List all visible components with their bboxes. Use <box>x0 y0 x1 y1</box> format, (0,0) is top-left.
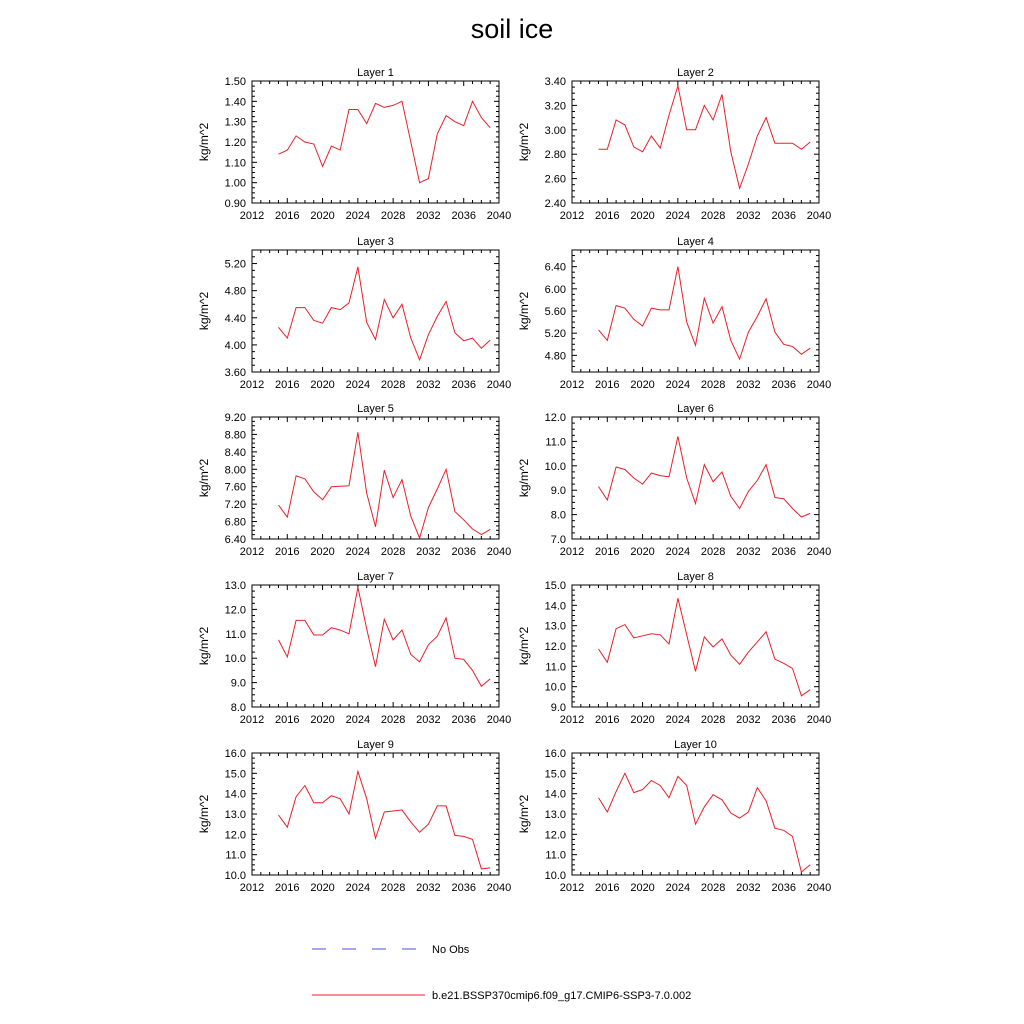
x-tick-label: 2024 <box>345 546 371 558</box>
y-tick-label: 15.0 <box>224 768 246 781</box>
x-tick-label: 2012 <box>559 210 585 222</box>
panel-title: Layer 7 <box>357 571 394 583</box>
x-tick-label: 2028 <box>380 210 406 222</box>
y-tick-label: 3.60 <box>224 367 246 379</box>
y-tick-label: 11.0 <box>545 661 566 674</box>
y-tick-label: 3.40 <box>544 76 566 88</box>
y-tick-label: 4.80 <box>224 285 246 298</box>
x-tick-label: 2036 <box>771 210 796 222</box>
y-tick-label: 16.0 <box>544 748 566 760</box>
y-tick-label: 12.0 <box>224 829 246 842</box>
x-tick-label: 2040 <box>806 714 832 726</box>
ticks <box>572 753 819 875</box>
y-axis-label: kg/m^2 <box>517 122 531 162</box>
panel-title: Layer 3 <box>357 236 394 248</box>
x-tick-label: 2032 <box>736 546 761 558</box>
y-tick-label: 3.00 <box>544 124 566 137</box>
y-tick-label: 10.0 <box>224 653 246 666</box>
x-tick-label: 2016 <box>275 379 300 391</box>
y-tick-label: 7.20 <box>224 499 246 512</box>
x-tick-label: 2036 <box>451 379 476 391</box>
x-tick-label: 2032 <box>736 210 761 222</box>
y-tick-label: 1.40 <box>224 96 246 109</box>
panel-2 <box>517 67 831 222</box>
plot-frame <box>572 417 819 539</box>
x-tick-label: 2020 <box>630 546 655 558</box>
panel-3 <box>197 236 511 391</box>
panel-6 <box>517 403 831 558</box>
chart-legend <box>312 944 691 1002</box>
y-tick-label: 4.80 <box>544 350 566 363</box>
x-tick-label: 2016 <box>595 210 620 222</box>
ticks <box>252 81 499 203</box>
x-tick-label: 2032 <box>736 379 761 391</box>
y-tick-label: 2.60 <box>544 173 566 186</box>
x-tick-label: 2040 <box>486 546 512 558</box>
y-axis-label: kg/m^2 <box>197 291 211 331</box>
x-tick-label: 2012 <box>239 546 265 558</box>
x-tick-label: 2032 <box>416 379 441 391</box>
x-tick-label: 2024 <box>665 546 691 558</box>
y-axis-label: kg/m^2 <box>197 122 211 162</box>
x-tick-label: 2040 <box>806 210 832 222</box>
ticks <box>252 585 499 707</box>
panel-title: Layer 1 <box>357 67 394 79</box>
x-tick-label: 2028 <box>700 546 726 558</box>
x-tick-label: 2032 <box>416 546 441 558</box>
chart-panels <box>197 67 831 894</box>
plot-frame <box>252 753 499 875</box>
y-tick-label: 4.00 <box>224 339 246 352</box>
y-tick-label: 15.0 <box>544 768 566 781</box>
y-tick-label: 6.40 <box>224 534 246 546</box>
y-tick-label: 3.20 <box>544 100 566 113</box>
y-tick-label: 11.0 <box>545 436 566 449</box>
y-tick-label: 8.80 <box>224 429 246 442</box>
y-tick-label: 12.0 <box>544 641 566 653</box>
x-tick-label: 2020 <box>310 882 335 894</box>
series-line-1 <box>279 587 491 686</box>
y-tick-label: 9.0 <box>550 702 566 714</box>
x-tick-label: 2020 <box>310 714 335 726</box>
x-tick-label: 2036 <box>771 882 796 894</box>
y-tick-label: 1.20 <box>224 137 246 149</box>
x-tick-label: 2012 <box>559 379 585 391</box>
y-tick-label: 6.40 <box>544 261 566 274</box>
x-tick-label: 2024 <box>345 210 371 222</box>
y-tick-label: 8.40 <box>224 446 246 459</box>
panel-9 <box>197 739 511 894</box>
y-tick-label: 13.0 <box>224 809 246 821</box>
x-tick-label: 2020 <box>630 714 655 726</box>
series-line-1 <box>599 267 811 360</box>
figure-title: soil ice <box>470 14 554 44</box>
series-line-1 <box>279 101 491 182</box>
x-tick-label: 2028 <box>380 882 406 894</box>
y-axis-label: kg/m^2 <box>517 458 531 498</box>
series-line-1 <box>279 267 491 360</box>
y-tick-label: 9.20 <box>224 412 246 424</box>
y-tick-label: 10.0 <box>544 460 566 473</box>
y-tick-label: 13.0 <box>224 580 246 592</box>
x-tick-label: 2016 <box>595 379 620 391</box>
x-tick-label: 2040 <box>486 210 512 222</box>
plot-frame <box>252 417 499 539</box>
x-tick-label: 2024 <box>345 379 371 391</box>
x-tick-label: 2012 <box>559 882 585 894</box>
x-tick-label: 2040 <box>806 882 832 894</box>
ticks <box>252 417 499 539</box>
y-tick-label: 11.0 <box>545 849 566 862</box>
x-tick-label: 2036 <box>771 379 796 391</box>
panel-title: Layer 2 <box>677 67 714 79</box>
panel-title: Layer 4 <box>677 236 714 248</box>
x-tick-label: 2016 <box>275 714 300 726</box>
ticks <box>252 753 499 875</box>
x-tick-label: 2024 <box>665 379 691 391</box>
plot-frame <box>252 585 499 707</box>
x-tick-label: 2012 <box>239 379 265 391</box>
x-tick-label: 2016 <box>595 882 620 894</box>
x-tick-label: 2036 <box>451 882 476 894</box>
y-tick-label: 11.0 <box>225 628 246 641</box>
x-tick-label: 2012 <box>239 210 265 222</box>
y-tick-label: 13.0 <box>544 620 566 633</box>
series-line-1 <box>279 771 491 869</box>
y-tick-label: 15.0 <box>544 580 566 592</box>
panel-title: Layer 9 <box>357 739 394 751</box>
x-tick-label: 2028 <box>700 210 726 222</box>
series-line-1 <box>279 432 491 538</box>
x-tick-label: 2028 <box>700 882 726 894</box>
x-tick-label: 2028 <box>700 379 726 391</box>
x-tick-label: 2016 <box>595 546 620 558</box>
y-tick-label: 7.0 <box>550 534 566 546</box>
ticks <box>572 250 819 372</box>
y-tick-label: 11.0 <box>225 849 246 862</box>
y-axis-label: kg/m^2 <box>197 626 211 666</box>
y-tick-label: 10.0 <box>544 870 566 882</box>
y-tick-label: 1.50 <box>224 76 246 88</box>
panel-4 <box>517 236 831 391</box>
x-tick-label: 2028 <box>380 546 406 558</box>
y-tick-label: 14.0 <box>544 600 566 613</box>
x-tick-label: 2032 <box>416 714 441 726</box>
y-axis-label: kg/m^2 <box>517 291 531 331</box>
y-tick-label: 10.0 <box>544 681 566 694</box>
x-tick-label: 2020 <box>630 882 655 894</box>
y-tick-label: 12.0 <box>544 829 566 842</box>
x-tick-label: 2016 <box>275 882 300 894</box>
panel-7 <box>197 571 511 726</box>
x-tick-label: 2012 <box>559 714 585 726</box>
x-tick-label: 2032 <box>736 882 761 894</box>
y-tick-label: 12.0 <box>544 412 566 424</box>
y-tick-label: 5.20 <box>224 258 246 271</box>
x-tick-label: 2016 <box>275 210 300 222</box>
x-tick-label: 2040 <box>486 882 512 894</box>
x-tick-label: 2032 <box>416 210 441 222</box>
y-tick-label: 2.40 <box>544 198 566 210</box>
y-axis-label: kg/m^2 <box>197 794 211 834</box>
x-tick-label: 2016 <box>595 714 620 726</box>
x-tick-label: 2036 <box>451 714 476 726</box>
y-tick-label: 1.30 <box>224 116 246 129</box>
series-line-1 <box>599 773 811 872</box>
y-tick-label: 8.0 <box>550 509 566 522</box>
legend-label-1: No Obs <box>432 944 470 956</box>
x-tick-label: 2016 <box>275 546 300 558</box>
x-tick-label: 2040 <box>806 379 832 391</box>
x-tick-label: 2020 <box>310 379 335 391</box>
y-tick-label: 2.80 <box>544 149 566 162</box>
panel-1 <box>197 67 511 222</box>
x-tick-label: 2032 <box>736 714 761 726</box>
panel-title: Layer 6 <box>677 403 714 415</box>
y-tick-label: 1.10 <box>224 157 246 170</box>
y-tick-label: 14.0 <box>544 788 566 801</box>
legend-label-2: b.e21.BSSP370cmip6.f09_g17.CMIP6-SSP3-7.0.002 <box>432 990 692 1002</box>
y-tick-label: 8.00 <box>224 464 246 477</box>
series-line-1 <box>599 437 811 518</box>
x-tick-label: 2024 <box>665 882 691 894</box>
panel-title: Layer 10 <box>674 739 717 751</box>
y-tick-label: 12.0 <box>224 604 246 617</box>
panel-title: Layer 5 <box>357 403 394 415</box>
x-tick-label: 2012 <box>239 882 265 894</box>
y-tick-label: 16.0 <box>224 748 246 760</box>
x-tick-label: 2028 <box>700 714 726 726</box>
y-tick-label: 5.60 <box>544 306 566 318</box>
panel-8 <box>517 571 831 726</box>
plot-frame <box>572 250 819 372</box>
y-tick-label: 1.00 <box>224 177 246 190</box>
y-tick-label: 8.0 <box>230 702 246 714</box>
y-axis-label: kg/m^2 <box>517 626 531 666</box>
x-tick-label: 2040 <box>806 546 832 558</box>
x-tick-label: 2036 <box>771 714 796 726</box>
y-tick-label: 14.0 <box>224 788 246 801</box>
y-tick-label: 4.40 <box>224 312 246 325</box>
x-tick-label: 2024 <box>665 714 691 726</box>
x-tick-label: 2036 <box>451 210 476 222</box>
x-tick-label: 2028 <box>380 714 406 726</box>
plot-frame <box>252 250 499 372</box>
x-tick-label: 2040 <box>486 714 512 726</box>
plot-frame <box>572 585 819 707</box>
plot-frame <box>252 81 499 203</box>
y-tick-label: 13.0 <box>544 809 566 821</box>
y-tick-label: 9.0 <box>230 677 246 690</box>
x-tick-label: 2024 <box>345 882 371 894</box>
ticks <box>572 585 819 707</box>
y-axis-label: kg/m^2 <box>517 794 531 834</box>
x-tick-label: 2036 <box>771 546 796 558</box>
x-tick-label: 2020 <box>310 210 335 222</box>
x-tick-label: 2024 <box>345 714 371 726</box>
plot-frame <box>572 753 819 875</box>
panel-5 <box>197 403 511 558</box>
x-tick-label: 2020 <box>630 379 655 391</box>
y-tick-label: 7.60 <box>224 481 246 494</box>
y-tick-label: 10.0 <box>224 870 246 882</box>
ticks <box>252 250 499 372</box>
x-tick-label: 2020 <box>630 210 655 222</box>
x-tick-label: 2040 <box>486 379 512 391</box>
x-tick-label: 2024 <box>665 210 691 222</box>
ticks <box>572 417 819 539</box>
x-tick-label: 2036 <box>451 546 476 558</box>
series-line-1 <box>599 86 811 188</box>
y-tick-label: 0.90 <box>224 198 246 210</box>
panel-title: Layer 8 <box>677 571 714 583</box>
y-tick-label: 6.80 <box>224 516 246 529</box>
series-line-1 <box>599 598 811 696</box>
x-tick-label: 2028 <box>380 379 406 391</box>
x-tick-label: 2012 <box>239 714 265 726</box>
panel-10 <box>517 739 831 894</box>
y-axis-label: kg/m^2 <box>197 458 211 498</box>
y-tick-label: 9.0 <box>550 485 566 498</box>
x-tick-label: 2032 <box>416 882 441 894</box>
y-tick-label: 6.00 <box>544 283 566 296</box>
y-tick-label: 5.20 <box>544 328 566 341</box>
x-tick-label: 2012 <box>559 546 585 558</box>
x-tick-label: 2020 <box>310 546 335 558</box>
